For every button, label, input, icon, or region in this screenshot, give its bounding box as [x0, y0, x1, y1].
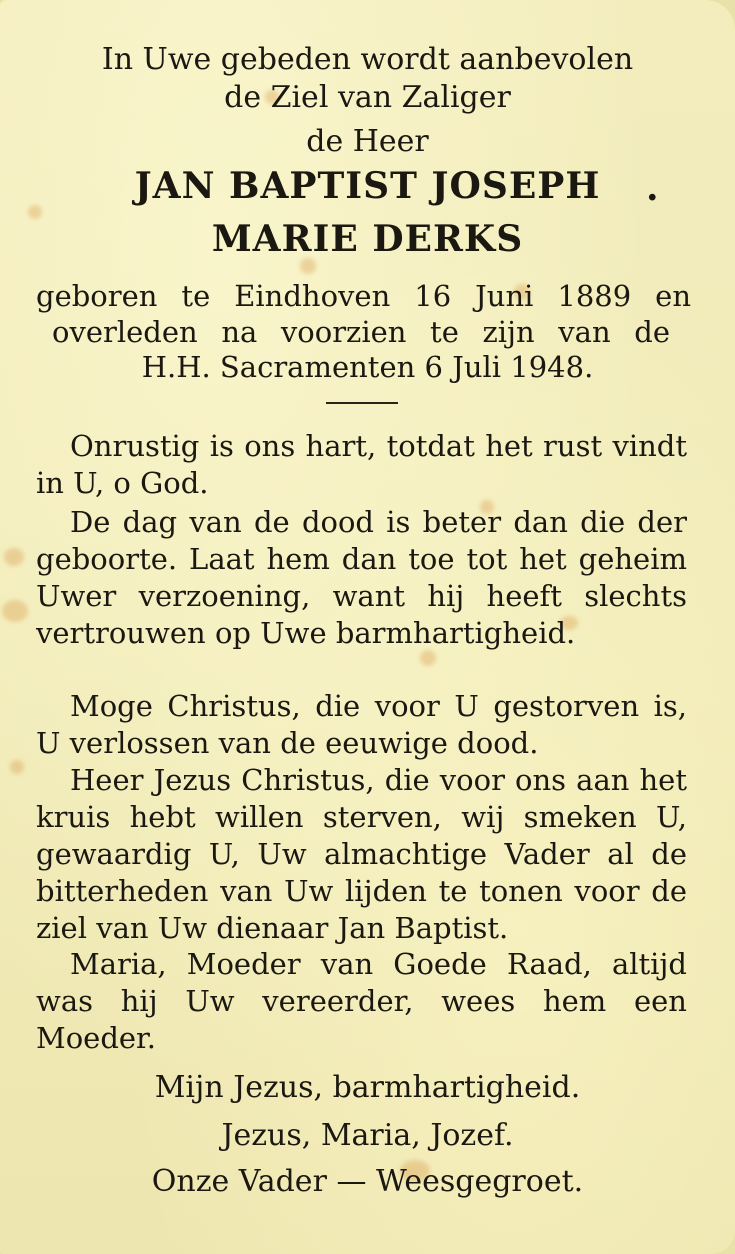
foxing-stain — [10, 760, 24, 774]
prayer-paragraph-4: Heer Jezus Christus, die voor ons aan het kruis hebt willen sterven, wij smeken U, gewaardig U, Uw almachtige Vader al de bitterheden van Uw lijden te tonen voor de ziel van Uw dienaar Jan Baptist. — [36, 763, 687, 945]
decorative-dot: · — [646, 177, 659, 219]
intro-line-2: de Ziel van Zaliger — [224, 80, 511, 115]
foxing-stain — [2, 600, 28, 622]
divider-rule — [326, 402, 398, 404]
deceased-name-line-1: JAN BAPTIST JOSEPH — [134, 165, 601, 207]
dates-line-1: geboren te Eindhoven 16 Juni 1889 en — [36, 279, 691, 313]
deceased-name-line-2: MARIE DERKS — [211, 218, 524, 260]
foxing-stain — [300, 258, 316, 274]
prayer-paragraph-1: Onrustig is ons hart, totdat het rust vindt in U, o God. — [36, 429, 687, 500]
closing-line-2: Jezus, Maria, Jozef. — [221, 1118, 514, 1153]
closing-line-3: Onze Vader — Weesgegroet. — [151, 1164, 584, 1199]
foxing-stain — [28, 205, 42, 219]
intro-line-3: de Heer — [306, 124, 429, 159]
intro-line-1: In Uwe gebeden wordt aanbevolen — [101, 42, 634, 77]
dates-line-2: overleden na voorzien te zijn van de — [52, 315, 670, 349]
foxing-stain — [420, 650, 436, 666]
prayer-paragraph-3: Moge Christus, die voor U gestorven is, U verlossen van de eeuwige dood. — [36, 689, 687, 760]
prayer-paragraph-5: Maria, Moeder van Goede Raad, altijd was hij Uw vereerder, wees hem een Moeder. — [36, 947, 687, 1055]
dates-line-3: H.H. Sacramenten 6 Juli 1948. — [141, 350, 594, 384]
foxing-stain — [4, 548, 24, 566]
closing-line-1: Mijn Jezus, barmhartigheid. — [154, 1070, 581, 1105]
prayer-paragraph-2: De dag van de dood is beter dan die der geboorte. Laat hem dan toe tot het geheim Uwer verzoening, want hij heeft slechts vertrouwen op Uwe barmhartigheid. — [36, 505, 687, 650]
